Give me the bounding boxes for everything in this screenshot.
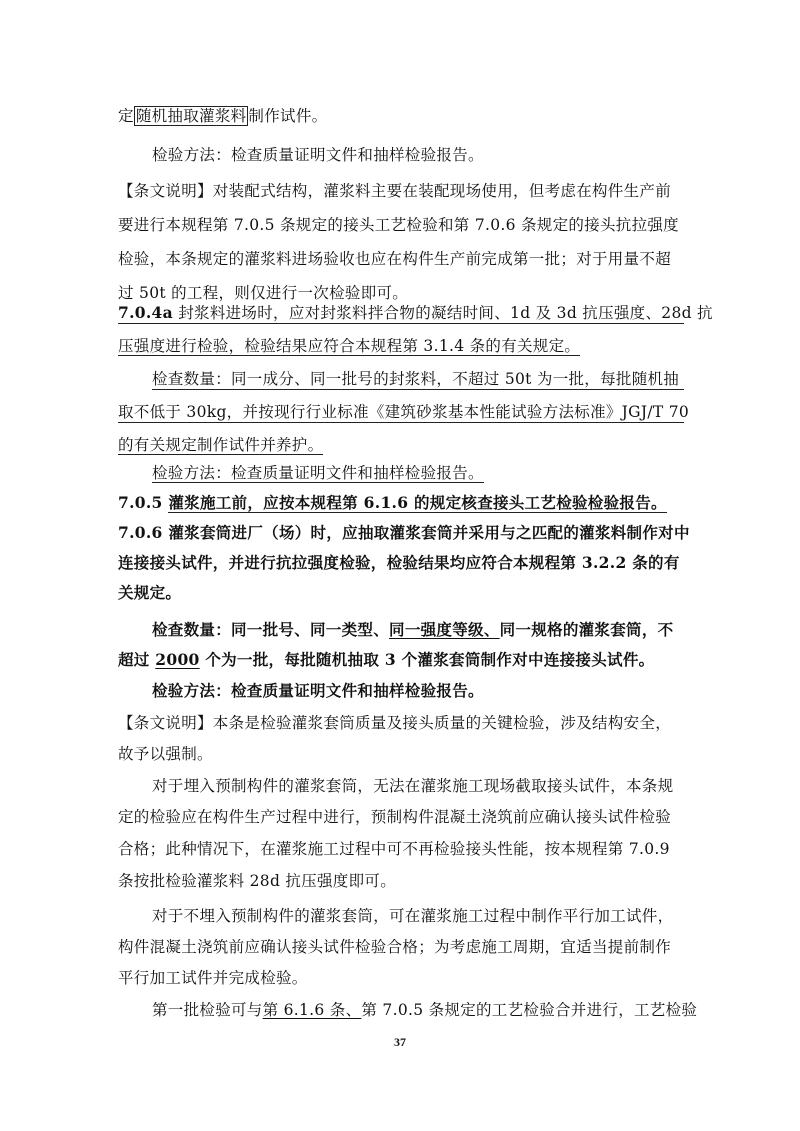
explanation-line: 条按批检验灌浆料 28d 抗压强度即可。	[118, 872, 397, 890]
explanation-line: 过 50t 的工程，则仅进行一次检验即可。	[118, 284, 409, 302]
explanation-line: 检验，本条规定的灌浆料进场验收也应在构件生产前完成第一批；对于用量不超	[118, 250, 672, 268]
explanation-line: 定的检验应在构件生产过程中进行，预制构件混凝土浇筑前应确认接头试件检验	[118, 808, 672, 826]
clause-7-0-5	[118, 493, 684, 513]
clause-text-line: 关规定。	[118, 583, 182, 602]
clause-number: 7.0.4a	[118, 303, 173, 322]
explanation-line: 平行加工试件并完成检验。	[118, 969, 308, 987]
boxed-revision-text: 随机抽取灌浆料	[135, 107, 247, 125]
explanation-line: 【条文说明】本条是检验灌浆套筒质量及接头质量的关键检验，涉及结构安全，	[118, 714, 672, 732]
explanation-line: 对于不埋入预制构件的灌浆套筒，可在灌浆施工过程中制作平行加工试件，	[152, 907, 674, 925]
clause-text-line: 连接接头试件，并进行抗拉强度检验，检验结果均应符合本规程第 3.2.2 条的有	[118, 553, 680, 572]
inspection-quantity-line: 的有关规定制作试件并养护。	[118, 436, 324, 454]
explanation-line: 对于埋入预制构件的灌浆套筒，无法在灌浆施工现场截取接头试件，本条规	[152, 777, 674, 795]
text-fragment: 定	[118, 107, 134, 125]
explanation-line: 第一批检验可与第 6.1.6 条、第 7.0.5 条规定的工艺检验合并进行，工艺检验	[152, 1001, 698, 1019]
clause-7-0-4a	[118, 303, 713, 324]
clause-text: 灌浆施工前，应按本规程第 6.1.6 的规定核查接头工艺检验检验报告。	[168, 493, 667, 512]
clause-7-0-6	[118, 523, 690, 543]
clause-number: 7.0.5	[118, 493, 163, 512]
explanation-line: 合格；此种情况下，在灌浆施工过程中可不再检验接头性能，按本规程第 7.0.9	[118, 840, 670, 858]
text-fragment: 制作试件。	[248, 107, 328, 125]
inspection-method: 检验方法：检查质量证明文件和抽样检验报告。	[152, 681, 484, 700]
page-number: 37	[394, 1035, 406, 1049]
clause-text: 灌浆套筒进厂（场）时，应抽取灌浆套筒并采用与之匹配的灌浆料制作对中	[168, 523, 690, 542]
clause-text-line: 压强度进行检验，检验结果应符合本规程第 3.1.4 条的有关规定。	[118, 337, 581, 355]
explanation-line: 【条文说明】对装配式结构，灌浆料主要在装配现场使用，但考虑在构件生产前	[118, 182, 672, 200]
inspection-quantity-line: 取不低于 30kg，并按现行行业标准《建筑砂浆基本性能试验方法标准》JGJ/T 70	[118, 403, 690, 421]
explanation-line: 要进行本规程第 7.0.5 条规定的接头工艺检验和第 7.0.6 条规定的接头抗拉强度	[118, 216, 679, 234]
inspection-method: 检验方法：检查质量证明文件和抽样检验报告。	[152, 464, 484, 482]
explanation-line: 故予以强制。	[118, 745, 213, 763]
explanation-line: 构件混凝土浇筑前应确认接头试件检验合格；为考虑施工周期，宜适当提前制作	[118, 938, 672, 956]
inspection-quantity: 检查数量：同一成分、同一批号的封浆料，不超过 50t 为一批，每批随机抽	[152, 369, 684, 390]
inspection-quantity: 检查数量：同一批号、同一类型、同一强度等级、同一规格的灌浆套筒，不	[152, 620, 674, 639]
inspection-quantity-line: 超过 2000 个为一批，每批随机抽取 3 个灌浆套筒制作对中连接接头试件。	[118, 650, 655, 669]
text-line	[118, 106, 684, 126]
clause-text: 封浆料进场时，应对封浆料拌合物的凝结时间、1d 及 3d 抗压强度、28d 抗	[178, 304, 713, 322]
clause-number: 7.0.6	[118, 523, 163, 542]
inspection-method: 检验方法：检查质量证明文件和抽样检验报告。	[152, 146, 484, 164]
